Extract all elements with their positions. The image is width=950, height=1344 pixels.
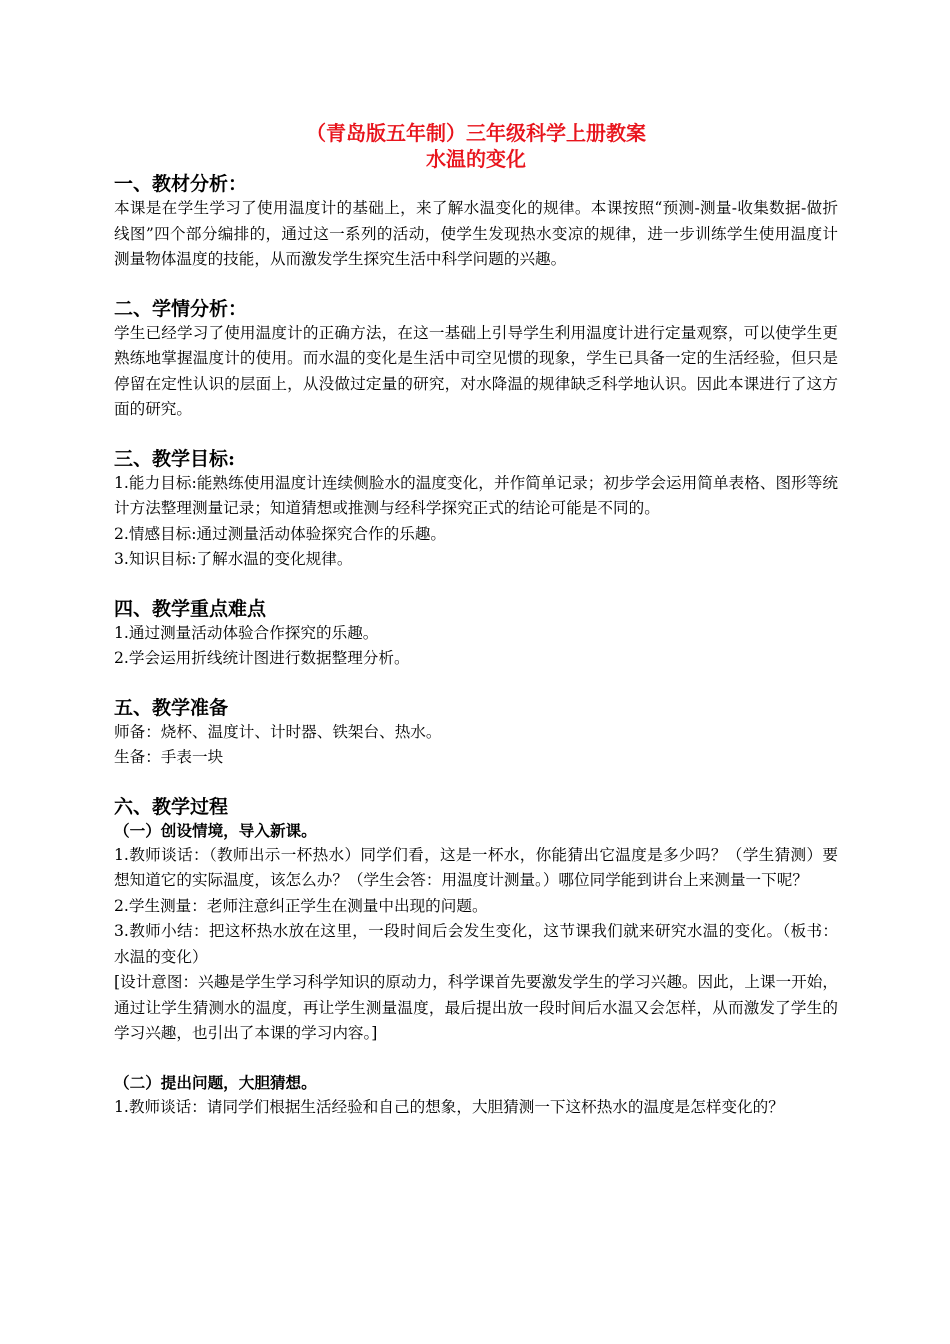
section-heading: 二、学情分析： [114, 297, 248, 320]
section-heading: 三、教学目标: [114, 447, 236, 470]
section-paragraph: 1.教师谈话：请同学们根据生活经验和自己的想象，大胆猜测一下这杯热水的温度是怎样变化的？ [114, 1097, 784, 1116]
section-paragraph: 学生已经学习了使用温度计的正确方法，在这一基础上引导学生利用温度计进行定量观察，可以使学生更熟练地掌握温度计的使用。而水温的变化是生活中司空见惯的现象，学生已具备一定的生活经验，但只是停留在定性认识的层面上，从没做过定量的研究，对水降温的规律缺乏科学地认识。因此本课进行了这方面的研究。 [114, 323, 838, 418]
section-student-analysis [114, 297, 838, 423]
section-key-points [114, 597, 838, 672]
section-teaching-goals [114, 447, 838, 573]
design-intent-paragraph: [设计意图：兴趣是学生学习科学知识的原动力，科学课首先要激发学生的学习兴趣。因此，上课一开始，通过让学生猜测水的温度，再让学生测量温度，最后提出放一段时间后水温又会怎样，从而激发了学生的学习兴趣，也引出了本课的学习内容。] [114, 973, 838, 1042]
section-paragraph: 2.情感目标:通过测量活动体验探究合作的乐趣。 [114, 524, 447, 543]
section-paragraph: 1.教师谈话：（教师出示一杯热水）同学们看，这是一杯水，你能猜出它温度是多少吗？（学生猜测）要想知道它的实际温度，该怎么办？（学生会答：用温度计测量。）哪位同学能到讲台上来测量一下呢？ [114, 845, 838, 889]
section-paragraph: 2.学生测量：老师注意纠正学生在测量中出现的问题。 [114, 896, 488, 915]
section-heading: 六、教学过程 [114, 795, 229, 818]
section-paragraph: 本课是在学生学习了使用温度计的基础上，来了解水温变化的规律。本课按照“预测-测量-收集数据-做折线图”四个部分编排的，通过这一系列的活动，使学生发现热水变凉的规律，进一步训练学生使用温度计测量物体温度的技能，从而激发学生探究生活中科学问题的兴趣。 [114, 199, 838, 268]
subsection-heading: （二）提出问题，大胆猜想。 [114, 1072, 317, 1092]
section-teaching-process [114, 795, 838, 1121]
section-heading: 一、教材分析： [114, 173, 248, 195]
section-paragraph: 3.教师小结：把这杯热水放在这里，一段时间后会发生变化，这节课我们就来研究水温的变化。（板书：水温的变化） [114, 922, 838, 966]
section-paragraph: 生备：手表一块 [114, 748, 224, 766]
section-heading: 四、教学重点难点 [114, 597, 267, 620]
section-preparation [114, 696, 838, 771]
section-paragraph: 3.知识目标:了解水温的变化规律。 [114, 550, 353, 568]
section-paragraph: 1.能力目标:能熟练使用温度计连续侧脸水的温度变化，并作简单记录；初步学会运用简单表格、图形等统计方法整理测量记录；知道猜想或推测与经科学探究正式的结论可能是不同的。 [114, 473, 838, 517]
section-paragraph: 1.通过测量活动体验合作探究的乐趣。 [114, 623, 379, 642]
section-textbook-analysis [114, 172, 838, 273]
subsection-heading: （一）创设情境，导入新课。 [114, 820, 317, 840]
document-page [114, 120, 838, 1120]
section-paragraph: 2.学会运用折线统计图进行数据整理分析。 [114, 649, 410, 667]
document-title: （青岛版五年制）三年级科学上册教案 [306, 121, 646, 145]
document-subtitle: 水温的变化 [426, 147, 526, 171]
section-heading: 五、教学准备 [114, 696, 229, 719]
section-paragraph: 师备：烧杯、温度计、计时器、铁架台、热水。 [114, 722, 442, 741]
